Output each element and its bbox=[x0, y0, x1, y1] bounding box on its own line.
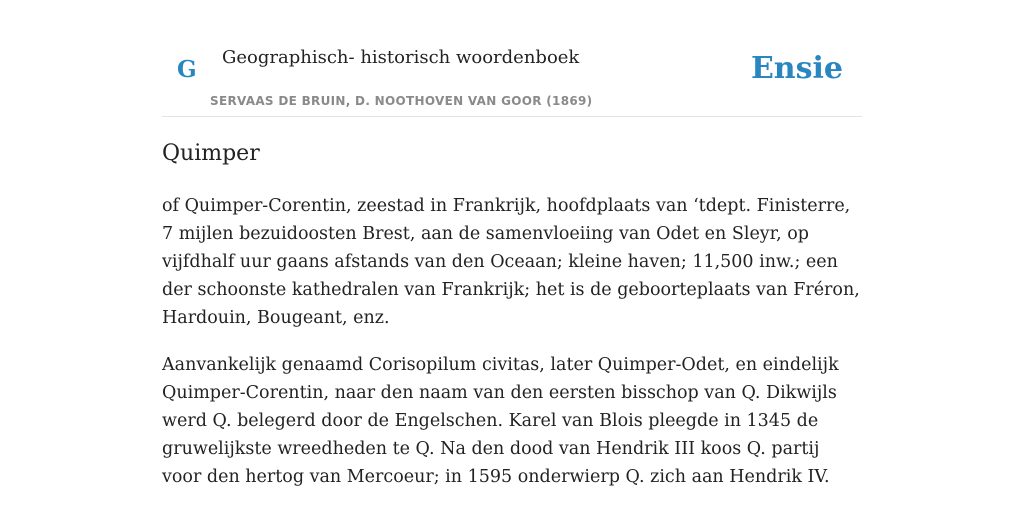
ensie-logo[interactable]: Ensie bbox=[750, 51, 843, 86]
book-letter-icon[interactable]: G bbox=[177, 56, 197, 83]
entry-paragraph: Aanvankelijk genaamd Corisopilum civitas, later Quimper-Odet, en eindelijk Quimper-Corentin, naar den naam van den eersten bisschop van Q. Dikwijls werd Q. belegerd door de Engelschen. Karel van Blois pleegde in 1345 de gruwelijkste wreedheden te Q. Na den dood van Hendrik III koos Q. partij voor den hertog van Mercoeur; in 1595 onderwierp Q. zich aan Hendrik IV. bbox=[162, 355, 839, 487]
book-header bbox=[162, 0, 862, 117]
book-authors: SERVAAS DE BRUIN, D. NOOTHOVEN VAN GOOR (1869) bbox=[210, 94, 593, 108]
entry-title: Quimper bbox=[162, 141, 260, 166]
book-title-link[interactable]: Geographisch- historisch woordenboek bbox=[222, 47, 580, 68]
entry-paragraph: of Quimper-Corentin, zeestad in Frankrijk, hoofdplaats van ‘tdept. Finisterre, 7 mijlen bezuidoosten Brest, aan de samenvloeiing van Odet en Sleyr, op vijfdhalf uur gaans afstands van den Oceaan; kleine haven; 11,500 inw.; een der schoonste kathedralen van Frankrijk; het is de geboorteplaats van Fréron, Hardouin, Bougeant, enz. bbox=[162, 196, 860, 328]
entry-body bbox=[162, 192, 862, 510]
